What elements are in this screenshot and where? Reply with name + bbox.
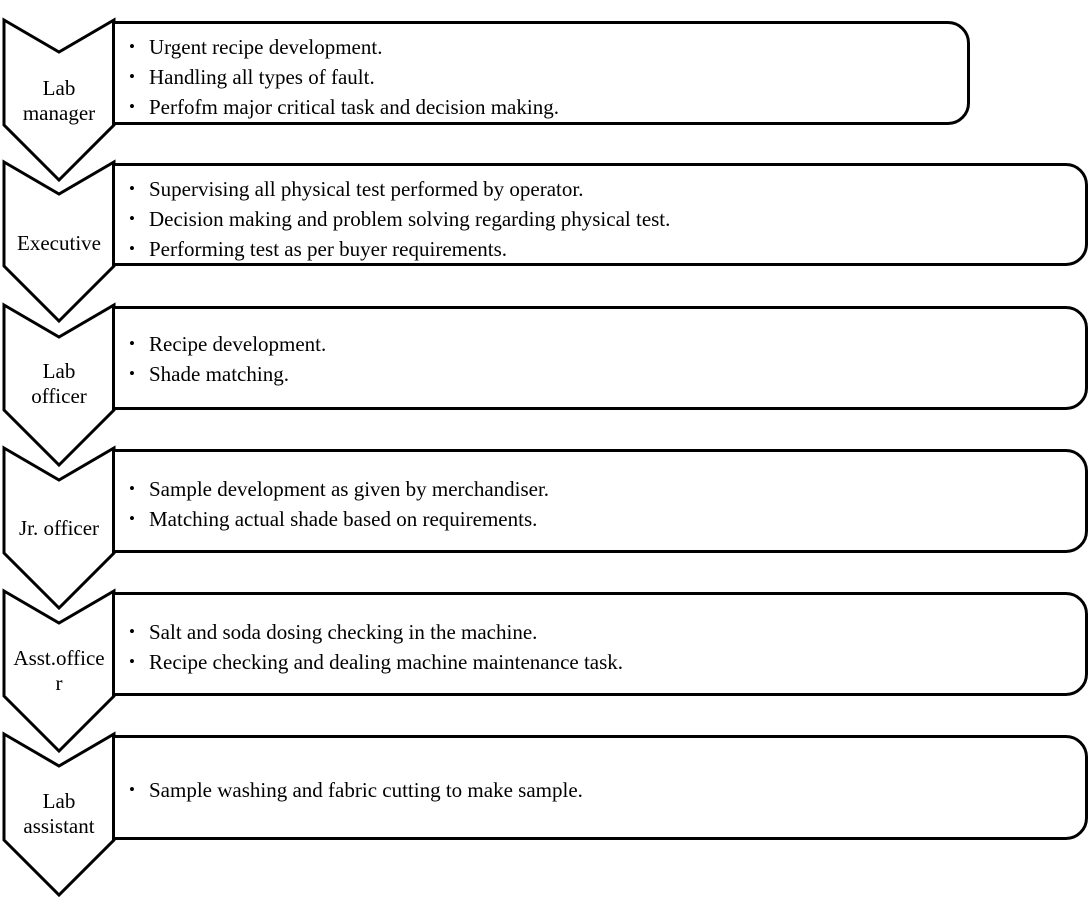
role-label-line: Lab: [42, 359, 76, 383]
task-box: [112, 306, 1088, 410]
task-item: • Salt and soda dosing checking in the machine.: [125, 617, 1075, 647]
role-label: [4, 231, 114, 256]
task-list: [125, 474, 1075, 534]
task-box: [112, 592, 1088, 696]
task-box: [112, 21, 970, 125]
role-label-line: r: [55, 671, 63, 695]
task-item: • Perfofm major critical task and decision making.: [125, 92, 957, 122]
task-item: • Shade matching.: [125, 359, 1075, 389]
role-label: [4, 76, 114, 126]
task-box: [112, 735, 1088, 840]
role-label-line: Asst.office: [13, 646, 105, 670]
role-label: [4, 359, 114, 409]
task-item: • Handling all types of fault.: [125, 62, 957, 92]
role-label-line: Executive: [17, 230, 101, 255]
task-item: • Recipe checking and dealing machine maintenance task.: [125, 647, 1075, 677]
role-label-line: manager: [22, 101, 96, 125]
task-item: • Sample development as given by merchandiser.: [125, 474, 1075, 504]
task-list: [125, 775, 1075, 805]
role-label-line: assistant: [23, 814, 95, 838]
task-item: • Recipe development.: [125, 329, 1075, 359]
task-item: • Performing test as per buyer requirements.: [125, 234, 1075, 264]
task-item: • Sample washing and fabric cutting to make sample.: [125, 775, 1075, 805]
role-label-line: Lab: [42, 76, 76, 100]
task-item: • Urgent recipe development.: [125, 32, 957, 62]
task-box: [112, 163, 1088, 266]
role-label: [4, 516, 114, 541]
task-item: • Supervising all physical test performed by operator.: [125, 174, 1075, 204]
task-box: [112, 449, 1088, 553]
task-list: [125, 174, 1075, 264]
task-list: [125, 32, 957, 122]
role-label: [4, 789, 114, 839]
task-item: • Matching actual shade based on requirements.: [125, 504, 1075, 534]
role-label-line: Jr. officer: [18, 515, 100, 540]
role-label-line: officer: [31, 384, 87, 408]
role-label-line: Lab: [42, 789, 76, 813]
task-item: • Decision making and problem solving regarding physical test.: [125, 204, 1075, 234]
task-list: [125, 329, 1075, 389]
task-list: [125, 617, 1075, 677]
role-label: [4, 646, 114, 696]
